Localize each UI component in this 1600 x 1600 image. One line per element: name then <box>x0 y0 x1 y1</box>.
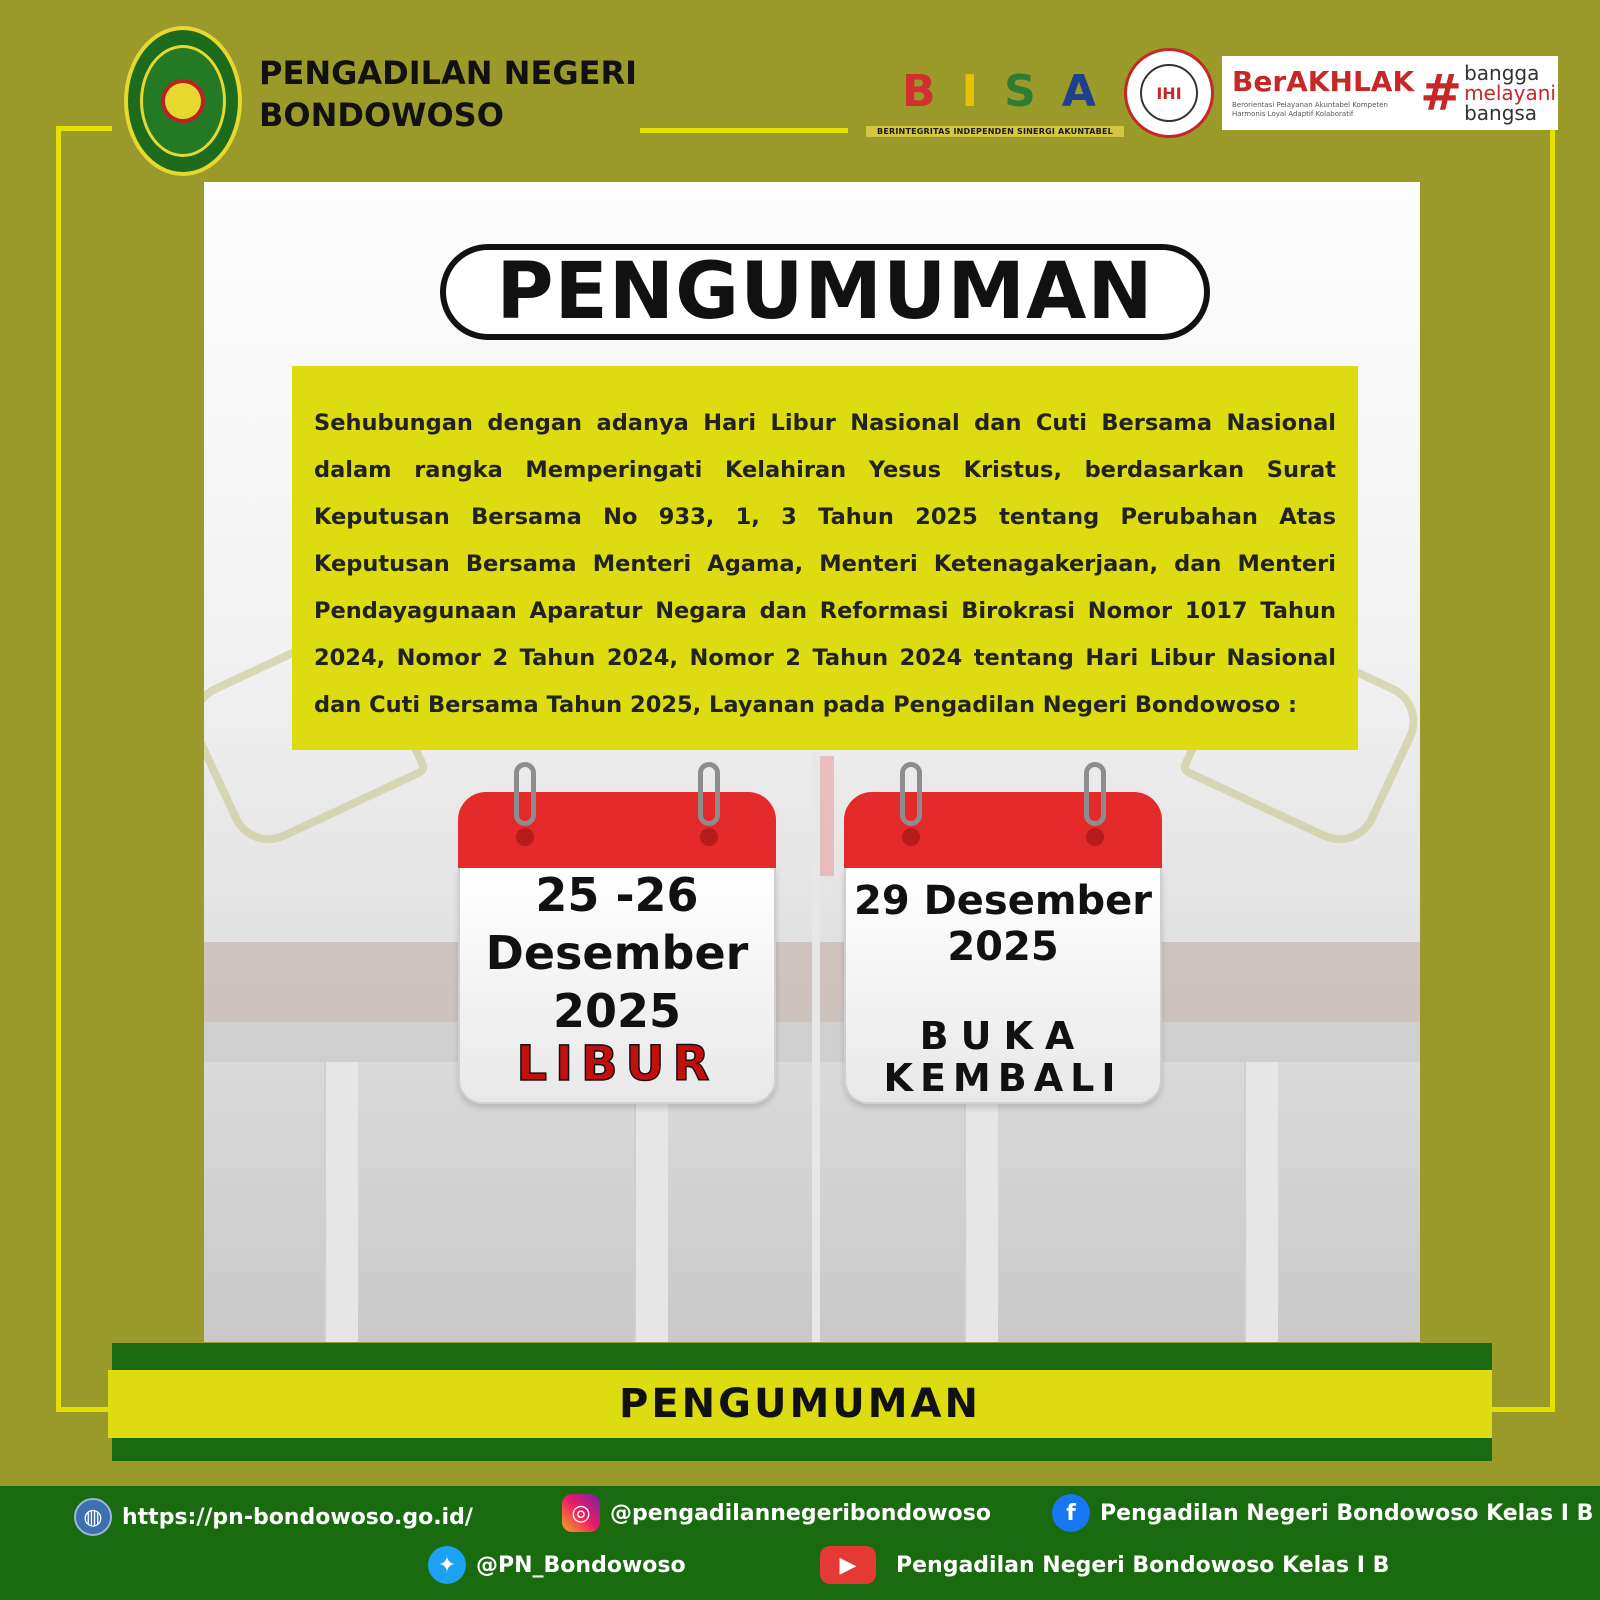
calendar-ring <box>1084 762 1106 826</box>
globe-icon: ◍ <box>74 1498 112 1536</box>
calendar-reopen <box>844 792 1162 1104</box>
bangga-line2: melayani <box>1464 81 1556 105</box>
quality-certification-badge <box>1124 48 1214 138</box>
building-column <box>1244 1062 1278 1342</box>
instagram-handle[interactable]: @pengadilannegeribondowoso <box>610 1500 991 1526</box>
footer-facebook[interactable] <box>1052 1494 1593 1532</box>
frame-line-right <box>1550 130 1555 1412</box>
frame-line-left <box>56 126 61 1412</box>
hashtag-icon: # <box>1420 64 1463 122</box>
org-name-line1: PENGADILAN NEGERI <box>259 54 637 92</box>
bangga-melayani-bangsa <box>1464 63 1556 123</box>
facebook-icon: f <box>1052 1494 1090 1532</box>
calendar-holiday <box>458 792 776 1104</box>
bisa-letter-b: B <box>902 66 936 117</box>
instagram-icon: ◎ <box>562 1494 600 1532</box>
calendar-header <box>458 792 776 868</box>
frame-line-bottom-left <box>56 1407 112 1412</box>
bisa-letter-i: I <box>961 66 979 117</box>
frame-line-bottom-right <box>1492 1407 1555 1412</box>
website-link[interactable]: https://pn-bondowoso.go.id/ <box>122 1504 473 1530</box>
calendar-ring <box>514 762 536 826</box>
calendar-header <box>844 792 1162 868</box>
reopen-status-line2: KEMBALI <box>883 1056 1123 1100</box>
facebook-page[interactable]: Pengadilan Negeri Bondowoso Kelas I B <box>1100 1500 1594 1526</box>
bisa-tagline: BERINTEGRITAS INDEPENDEN SINERGI AKUNTABEL <box>866 126 1124 137</box>
page-title <box>440 244 1210 340</box>
org-name <box>259 52 659 136</box>
bisa-letter-a: A <box>1061 66 1096 117</box>
building-column <box>964 1062 998 1342</box>
twitter-icon: ✦ <box>428 1546 466 1584</box>
announcement-panel <box>204 182 1420 1342</box>
cert-label: IHI <box>1140 64 1198 122</box>
court-seal-logo <box>124 26 242 176</box>
youtube-channel[interactable]: Pengadilan Negeri Bondowoso Kelas I B <box>896 1552 1390 1578</box>
building-column <box>634 1062 668 1342</box>
flag <box>820 756 834 876</box>
bottom-banner <box>108 1370 1492 1438</box>
footer-youtube[interactable] <box>820 1546 1389 1584</box>
berakhlak-title: BerAKHLAK <box>1232 65 1415 98</box>
calendar-left-line3: 2025 <box>552 984 682 1038</box>
calendar-left-line1: 25 -26 <box>535 868 699 922</box>
building-column <box>324 1062 358 1342</box>
page-title-text: PENGUMUMAN <box>496 247 1154 337</box>
berakhlak-logo <box>1222 56 1558 130</box>
header <box>0 0 1600 180</box>
footer-website[interactable] <box>74 1498 473 1536</box>
holiday-status: LIBUR <box>516 1036 718 1092</box>
org-name-line2: BONDOWOSO <box>259 96 504 134</box>
berakhlak-subtitle: Berorientasi Pelayanan Akuntabel Kompeten Harmonis Loyal Adaptif Kolaboratif <box>1232 101 1388 118</box>
calendar-left-line2: Desember <box>485 926 749 980</box>
youtube-icon: ▶ <box>820 1546 876 1584</box>
bisa-logo <box>866 66 1124 140</box>
footer-twitter[interactable] <box>428 1546 686 1584</box>
calendar-right-line2: 2025 <box>947 924 1059 970</box>
calendar-ring <box>900 762 922 826</box>
bangga-line3: bangsa <box>1464 101 1538 125</box>
bottom-banner-text: PENGUMUMAN <box>619 1381 981 1427</box>
flagpole <box>812 752 820 1342</box>
notice-text: Sehubungan dengan adanya Hari Libur Nasional dan Cuti Bersama Nasional dalam rangka Memperingati Kelahiran Yesus Kristus, berdasarkan Surat Keputusan Bersama No 933, 1, 3 Tahun 2025 tentang Perubahan Atas Keputusan Bersama Menteri Agama, Menteri Ketenagakerjaan, dan Menteri Pendayagunaan Aparatur Negara dan Reformasi Birokrasi Nomor 1017 Tahun 2024, Nomor 2 Tahun 2024, Nomor 2 Tahun 2024 tentang Hari Libur Nasional dan Cuti Bersama Tahun 2025, Layanan pada Pengadilan Negeri Bondowoso : <box>314 410 1336 718</box>
calendar-ring <box>698 762 720 826</box>
reopen-status-line1: BUKA <box>919 1014 1087 1058</box>
bangga-line1: bangga <box>1464 61 1540 85</box>
twitter-handle[interactable]: @PN_Bondowoso <box>476 1552 686 1578</box>
notice-box <box>292 366 1358 750</box>
footer <box>0 1486 1600 1600</box>
calendar-right-line1: 29 Desember <box>853 878 1153 924</box>
bisa-letter-s: S <box>1004 66 1036 117</box>
footer-instagram[interactable] <box>562 1494 991 1532</box>
